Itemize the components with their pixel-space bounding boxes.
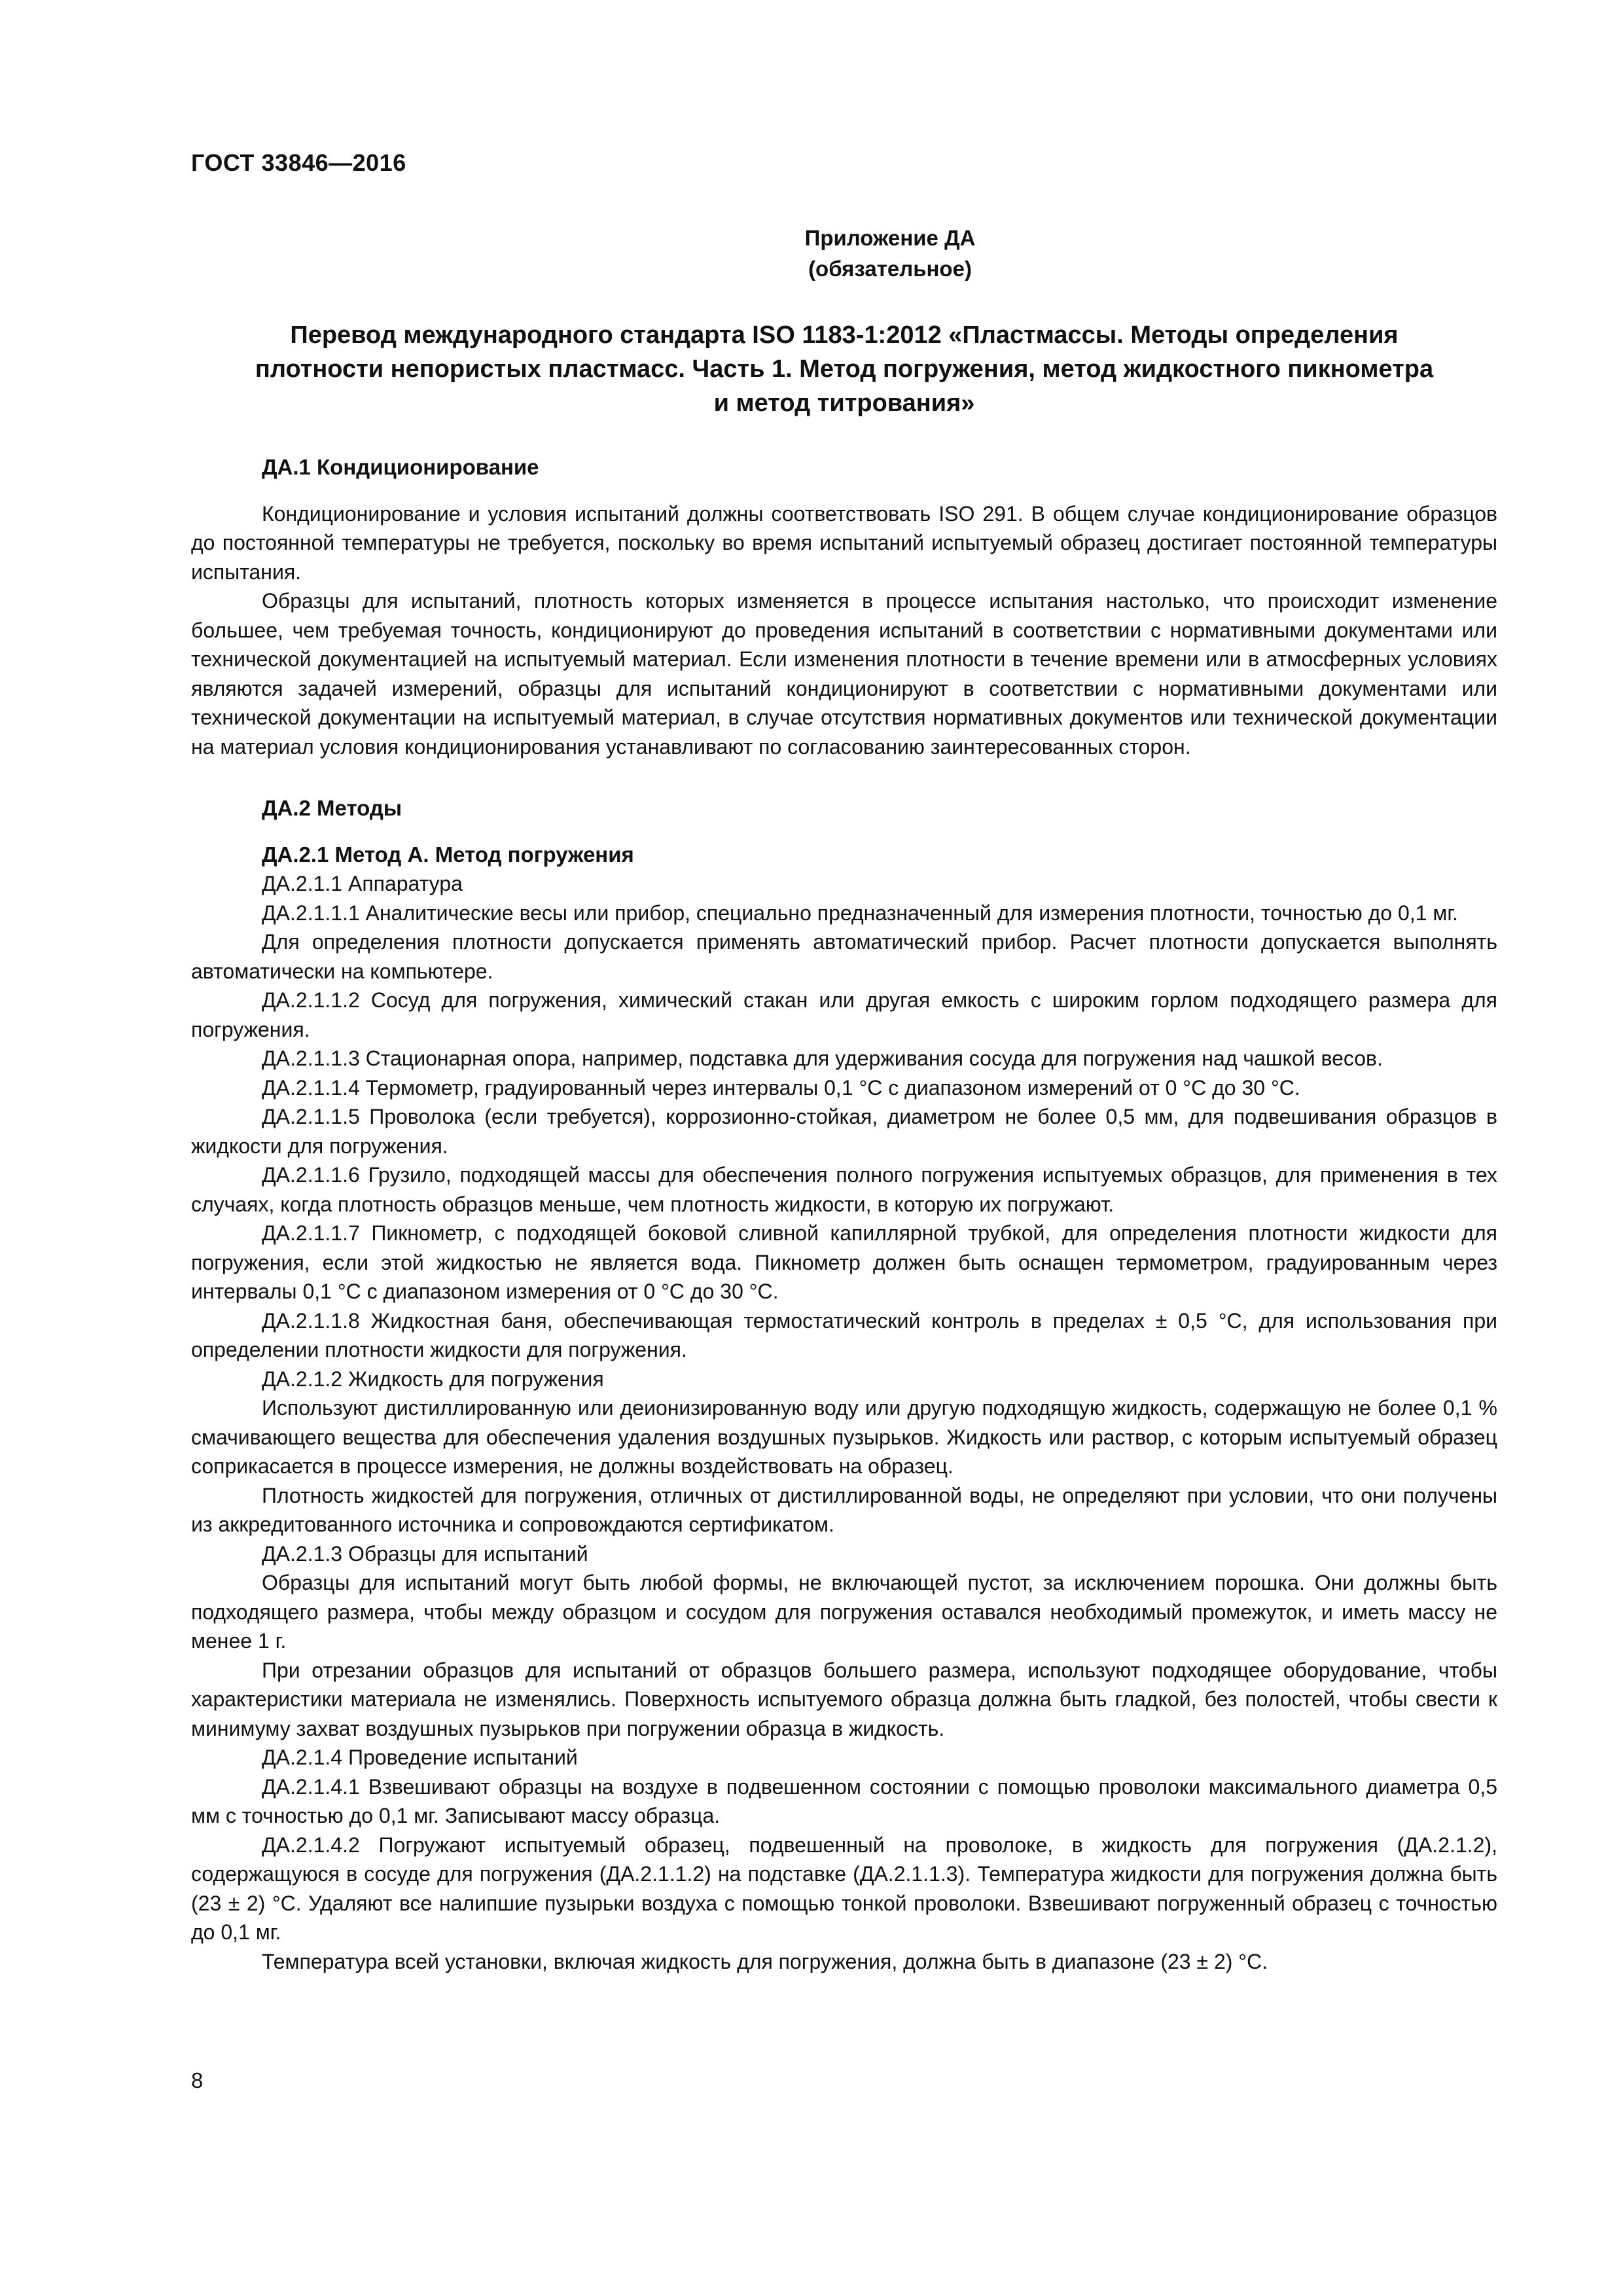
- paragraph: Образцы для испытаний, плотность которых изменяется в процессе испытания настолько, что происходит изменение большее, чем требуемая точность, кондиционируют до проведения испытаний в соответствии с нормативными документами или технической документацией на испытуемый материал. Если изменения плотности в течение времени или в атмосферных условиях являются задачей измерений, образцы для испытаний кондиционируют в соответствии с нормативными документами или технической документации на испытуемый материал, в случае отсутствия нормативных документов или технической документации на материал условия кондиционирования устанавливают по согласованию заинтересованных сторон.: [191, 589, 1497, 759]
- paragraph: ДА.2.1.4 Проведение испытаний: [262, 1746, 578, 1769]
- translation-title: [191, 318, 1497, 420]
- paragraph: ДА.2.1.3 Образцы для испытаний: [262, 1541, 588, 1566]
- paragraph: Для определения плотности допускается применять автоматический прибор. Расчет плотности допускается выполнять автоматически на компьютере.: [191, 930, 1497, 983]
- paragraph: ДА.2.1.1.5 Проволока (если требуется), коррозионно-стойкая, диаметром не более 0,5 мм, для подвешивания образцов в жидкости для погружения.: [191, 1105, 1497, 1158]
- paragraph: ДА.2.1.1.6 Грузило, подходящей массы для обеспечения полного погружения испытуемых образцов, для применения в тех случаях, когда плотность образцов меньше, чем плотность жидкости, в которую их погружают.: [191, 1163, 1497, 1216]
- paragraph: ДА.2.1.1.3 Стационарная опора, например, подставка для удерживания сосуда для погружения над чашкой весов.: [262, 1047, 1383, 1070]
- paragraph: ДА.2.1.4.2 Погружают испытуемый образец, подвешенный на проволоке, в жидкость для погружения (ДА.2.1.2), содержащуюся в сосуде для погружения (ДА.2.1.1.2) на подставке (ДА.2.1.1.3). Температура жидкости для погружения должна быть (23 ± 2) °С. Удаляют все налипшие пузырьки воздуха с помощью тонкой проволоки. Взвешивают погруженный образец с точностью до 0,1 мг.: [191, 1833, 1497, 1944]
- paragraph: Плотность жидкостей для погружения, отличных от дистиллированной воды, не определяют при условии, что они получены из аккредитованного источника и сопровождаются сертификатом.: [191, 1483, 1497, 1536]
- annex-title: Приложение ДА: [804, 226, 976, 250]
- paragraph: ДА.2.1.4.1 Взвешивают образцы на воздухе в подвешенном состоянии с помощью проволоки максимального диаметра 0,5 мм с точностью до 0,1 мг. Записывают массу образца.: [191, 1774, 1497, 1827]
- paragraph: ДА.2.1.1.4 Термометр, градуированный через интервалы 0,1 °С с диапазоном измерений от 0 °С до 30 °С.: [262, 1075, 1300, 1100]
- paragraph: ДА.2.1.1.7 Пикнометр, с подходящей боковой сливной капиллярной трубкой, для определения плотности жидкости для погружения, если этой жидкостью не является вода. Пикнометр должен быть оснащен термометром, градуированным через интервалы 0,1 °С с диапазоном измерения от 0 °С до 30 °С.: [191, 1221, 1497, 1303]
- translation-title-line: плотности непористых пластмасс. Часть 1. Метод погружения, метод жидкостного пикнометра: [255, 355, 1434, 383]
- paragraph: Образцы для испытаний могут быть любой формы, не включающей пустот, за исключением порошка. Они должны быть подходящего размера, чтобы между образцом и сосудом для погружения оставался необходимый промежуток, и иметь массу не менее 1 г.: [191, 1571, 1497, 1653]
- paragraph: Кондиционирование и условия испытаний должны соответствовать ISO 291. В общем случае кондиционирование образцов до постоянной температуры не требуется, поскольку во время испытаний испытуемый образец достигает постоянной температуры испытания.: [191, 501, 1497, 584]
- section-heading-da1: ДА.1 Кондиционирование: [262, 455, 539, 479]
- paragraph: При отрезании образцов для испытаний от образцов большего размера, используют подходящее оборудование, чтобы характеристики материала не изменялись. Поверхность испытуемого образца должна быть гладкой, без полостей, чтобы свести к минимуму захват воздушных пузырьков при погружении образца в жидкость.: [191, 1658, 1497, 1740]
- annex-status: (обязательное): [808, 257, 972, 281]
- paragraph: ДА.2.1.1.1 Аналитические весы или прибор, специально предназначенный для измерения плотности, точностью до 0,1 мг.: [262, 901, 1459, 925]
- paragraph: ДА.2.1.1.2 Сосуд для погружения, химический стакан или другая емкость с широким горлом подходящего размера для погружения.: [191, 988, 1497, 1041]
- paragraph: ДА.2.1.2 Жидкость для погружения: [262, 1367, 604, 1391]
- section-heading-da2: ДА.2 Методы: [262, 796, 402, 820]
- paragraph: ДА.2.1.1 Аппаратура: [262, 872, 463, 895]
- page-number: 8: [191, 2068, 204, 2092]
- translation-title-line: Перевод международного стандарта ISO 1183-1:2012 «Пластмассы. Методы определения: [290, 321, 1399, 349]
- document-code: ГОСТ 33846—2016: [191, 149, 406, 176]
- paragraph: Температура всей установки, включая жидкость для погружения, должна быть в диапазоне (23 ± 2) °С.: [262, 1949, 1268, 1973]
- paragraph: ДА.2.1.1.8 Жидкостная баня, обеспечивающая термостатический контроль в пределах ± 0,5 °С, для использования при определении плотности жидкости для погружения.: [191, 1308, 1497, 1361]
- page-content: [191, 223, 1497, 1976]
- paragraph: Используют дистиллированную или деионизированную воду или другую подходящую жидкость, содержащую не более 0,1 % смачивающего вещества для обеспечения удаления воздушных пузырьков. Жидкость или раствор, с которым испытуемый образец соприкасается в процессе измерения, не должны воздействовать на образец.: [191, 1396, 1497, 1478]
- subsection-heading-da2-1: ДА.2.1 Метод А. Метод погружения: [262, 842, 634, 867]
- translation-title-line: и метод титрования»: [713, 389, 975, 417]
